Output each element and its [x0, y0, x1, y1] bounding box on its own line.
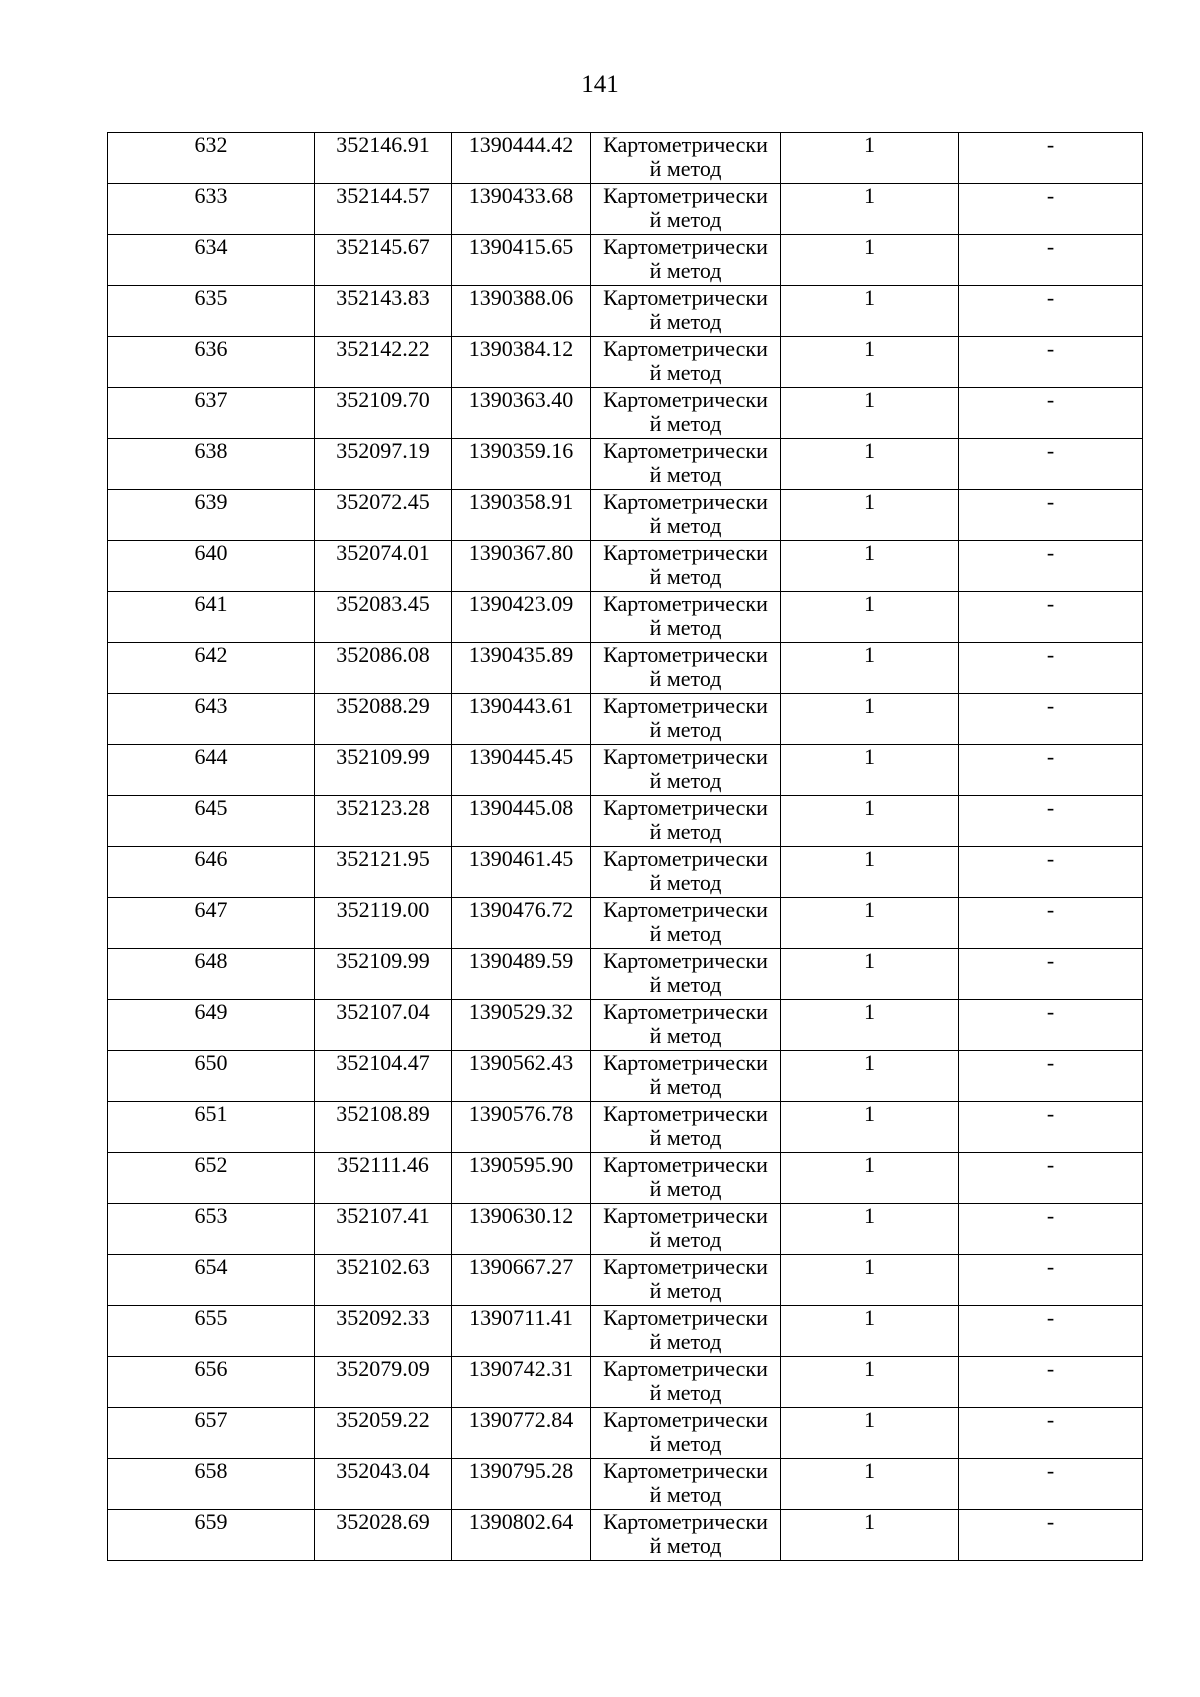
- accuracy-cell: 1: [781, 337, 959, 388]
- method-line-2: й метод: [649, 1176, 722, 1201]
- method-cell: [591, 1510, 781, 1561]
- x-coordinate-cell: 352102.63: [315, 1255, 452, 1306]
- x-coordinate-cell: 352074.01: [315, 541, 452, 592]
- method-cell: [591, 1306, 781, 1357]
- method-line-1: Картометрически: [603, 1254, 768, 1279]
- method-line-2: й метод: [649, 360, 722, 385]
- method-line-1: Картометрически: [603, 132, 768, 157]
- method-line-1: Картометрически: [603, 795, 768, 820]
- description-cell: -: [959, 1051, 1143, 1102]
- method-cell: [591, 592, 781, 643]
- method-cell: [591, 1051, 781, 1102]
- description-cell: -: [959, 694, 1143, 745]
- method-cell: [591, 898, 781, 949]
- method-line-2: й метод: [649, 1329, 722, 1354]
- method-line-2: й метод: [649, 156, 722, 181]
- method-line-2: й метод: [649, 309, 722, 334]
- method-line-1: Картометрически: [603, 1356, 768, 1381]
- description-cell: -: [959, 1204, 1143, 1255]
- x-coordinate-cell: 352059.22: [315, 1408, 452, 1459]
- method-line-1: Картометрически: [603, 744, 768, 769]
- point-number-cell: 637: [108, 388, 315, 439]
- table-row: [108, 1306, 1143, 1357]
- description-cell: -: [959, 184, 1143, 235]
- method-line-2: й метод: [649, 462, 722, 487]
- accuracy-cell: 1: [781, 1051, 959, 1102]
- method-line-2: й метод: [649, 819, 722, 844]
- x-coordinate-cell: 352111.46: [315, 1153, 452, 1204]
- accuracy-cell: 1: [781, 1510, 959, 1561]
- table-row: [108, 949, 1143, 1000]
- y-coordinate-cell: 1390576.78: [452, 1102, 591, 1153]
- y-coordinate-cell: 1390444.42: [452, 133, 591, 184]
- point-number-cell: 647: [108, 898, 315, 949]
- x-coordinate-cell: 352142.22: [315, 337, 452, 388]
- y-coordinate-cell: 1390367.80: [452, 541, 591, 592]
- table-row: [108, 847, 1143, 898]
- method-line-1: Картометрически: [603, 846, 768, 871]
- table-row: [108, 439, 1143, 490]
- method-line-2: й метод: [649, 1380, 722, 1405]
- method-line-2: й метод: [649, 411, 722, 436]
- accuracy-cell: 1: [781, 133, 959, 184]
- point-number-cell: 658: [108, 1459, 315, 1510]
- accuracy-cell: 1: [781, 541, 959, 592]
- accuracy-cell: 1: [781, 847, 959, 898]
- description-cell: -: [959, 1459, 1143, 1510]
- method-line-1: Картометрически: [603, 693, 768, 718]
- point-number-cell: 652: [108, 1153, 315, 1204]
- x-coordinate-cell: 352121.95: [315, 847, 452, 898]
- method-cell: [591, 1153, 781, 1204]
- point-number-cell: 643: [108, 694, 315, 745]
- point-number-cell: 641: [108, 592, 315, 643]
- method-line-1: Картометрически: [603, 285, 768, 310]
- table-row: [108, 1255, 1143, 1306]
- x-coordinate-cell: 352097.19: [315, 439, 452, 490]
- method-cell: [591, 235, 781, 286]
- method-line-2: й метод: [649, 1023, 722, 1048]
- y-coordinate-cell: 1390445.45: [452, 745, 591, 796]
- method-line-1: Картометрически: [603, 183, 768, 208]
- x-coordinate-cell: 352086.08: [315, 643, 452, 694]
- x-coordinate-cell: 352107.04: [315, 1000, 452, 1051]
- description-cell: -: [959, 439, 1143, 490]
- y-coordinate-cell: 1390772.84: [452, 1408, 591, 1459]
- method-cell: [591, 847, 781, 898]
- description-cell: -: [959, 643, 1143, 694]
- method-line-2: й метод: [649, 258, 722, 283]
- method-line-1: Картометрически: [603, 336, 768, 361]
- method-cell: [591, 388, 781, 439]
- point-number-cell: 654: [108, 1255, 315, 1306]
- method-line-1: Картометрически: [603, 438, 768, 463]
- x-coordinate-cell: 352144.57: [315, 184, 452, 235]
- method-cell: [591, 1000, 781, 1051]
- accuracy-cell: 1: [781, 1459, 959, 1510]
- method-line-1: Картометрически: [603, 897, 768, 922]
- x-coordinate-cell: 352079.09: [315, 1357, 452, 1408]
- description-cell: -: [959, 1000, 1143, 1051]
- method-line-2: й метод: [649, 1074, 722, 1099]
- accuracy-cell: 1: [781, 286, 959, 337]
- accuracy-cell: 1: [781, 796, 959, 847]
- y-coordinate-cell: 1390435.89: [452, 643, 591, 694]
- page-number: 141: [581, 71, 619, 98]
- table-row: [108, 1459, 1143, 1510]
- point-number-cell: 644: [108, 745, 315, 796]
- description-cell: -: [959, 133, 1143, 184]
- method-line-1: Картометрически: [603, 1152, 768, 1177]
- point-number-cell: 659: [108, 1510, 315, 1561]
- y-coordinate-cell: 1390529.32: [452, 1000, 591, 1051]
- accuracy-cell: 1: [781, 1306, 959, 1357]
- accuracy-cell: 1: [781, 898, 959, 949]
- method-line-1: Картометрически: [603, 1509, 768, 1534]
- y-coordinate-cell: 1390667.27: [452, 1255, 591, 1306]
- method-line-2: й метод: [649, 921, 722, 946]
- method-line-1: Картометрически: [603, 1050, 768, 1075]
- y-coordinate-cell: 1390388.06: [452, 286, 591, 337]
- coordinates-table-body: [108, 133, 1143, 1561]
- description-cell: -: [959, 847, 1143, 898]
- description-cell: -: [959, 490, 1143, 541]
- y-coordinate-cell: 1390358.91: [452, 490, 591, 541]
- accuracy-cell: 1: [781, 592, 959, 643]
- y-coordinate-cell: 1390415.65: [452, 235, 591, 286]
- method-cell: [591, 1204, 781, 1255]
- point-number-cell: 632: [108, 133, 315, 184]
- y-coordinate-cell: 1390443.61: [452, 694, 591, 745]
- method-line-1: Картометрически: [603, 999, 768, 1024]
- accuracy-cell: 1: [781, 439, 959, 490]
- description-cell: -: [959, 541, 1143, 592]
- point-number-cell: 653: [108, 1204, 315, 1255]
- y-coordinate-cell: 1390445.08: [452, 796, 591, 847]
- x-coordinate-cell: 352107.41: [315, 1204, 452, 1255]
- method-line-2: й метод: [649, 513, 722, 538]
- x-coordinate-cell: 352043.04: [315, 1459, 452, 1510]
- description-cell: -: [959, 1255, 1143, 1306]
- y-coordinate-cell: 1390795.28: [452, 1459, 591, 1510]
- method-cell: [591, 337, 781, 388]
- method-cell: [591, 490, 781, 541]
- method-line-2: й метод: [649, 1278, 722, 1303]
- description-cell: -: [959, 337, 1143, 388]
- table-row: [108, 1204, 1143, 1255]
- accuracy-cell: 1: [781, 1153, 959, 1204]
- accuracy-cell: 1: [781, 745, 959, 796]
- method-cell: [591, 1102, 781, 1153]
- point-number-cell: 640: [108, 541, 315, 592]
- method-line-2: й метод: [649, 870, 722, 895]
- y-coordinate-cell: 1390423.09: [452, 592, 591, 643]
- method-cell: [591, 286, 781, 337]
- x-coordinate-cell: 352083.45: [315, 592, 452, 643]
- point-number-cell: 649: [108, 1000, 315, 1051]
- table-row: [108, 541, 1143, 592]
- description-cell: -: [959, 796, 1143, 847]
- description-cell: -: [959, 1102, 1143, 1153]
- accuracy-cell: 1: [781, 949, 959, 1000]
- description-cell: -: [959, 1306, 1143, 1357]
- point-number-cell: 645: [108, 796, 315, 847]
- method-cell: [591, 1255, 781, 1306]
- point-number-cell: 657: [108, 1408, 315, 1459]
- x-coordinate-cell: 352092.33: [315, 1306, 452, 1357]
- y-coordinate-cell: 1390711.41: [452, 1306, 591, 1357]
- y-coordinate-cell: 1390363.40: [452, 388, 591, 439]
- method-line-1: Картометрически: [603, 489, 768, 514]
- table-row: [108, 592, 1143, 643]
- table-row: [108, 1510, 1143, 1561]
- method-line-2: й метод: [649, 1227, 722, 1252]
- point-number-cell: 651: [108, 1102, 315, 1153]
- method-line-2: й метод: [649, 615, 722, 640]
- method-cell: [591, 1459, 781, 1510]
- description-cell: -: [959, 235, 1143, 286]
- table-row: [108, 235, 1143, 286]
- accuracy-cell: 1: [781, 1408, 959, 1459]
- table-row: [108, 286, 1143, 337]
- method-line-1: Картометрически: [603, 234, 768, 259]
- accuracy-cell: 1: [781, 490, 959, 541]
- table-row: [108, 796, 1143, 847]
- method-line-2: й метод: [649, 768, 722, 793]
- y-coordinate-cell: 1390384.12: [452, 337, 591, 388]
- point-number-cell: 650: [108, 1051, 315, 1102]
- method-line-1: Картометрически: [603, 1305, 768, 1330]
- x-coordinate-cell: 352109.99: [315, 949, 452, 1000]
- method-cell: [591, 184, 781, 235]
- point-number-cell: 635: [108, 286, 315, 337]
- method-line-1: Картометрически: [603, 642, 768, 667]
- x-coordinate-cell: 352143.83: [315, 286, 452, 337]
- method-line-2: й метод: [649, 1431, 722, 1456]
- table-row: [108, 745, 1143, 796]
- point-number-cell: 638: [108, 439, 315, 490]
- accuracy-cell: 1: [781, 1204, 959, 1255]
- point-number-cell: 642: [108, 643, 315, 694]
- method-line-2: й метод: [649, 717, 722, 742]
- table-row: [108, 694, 1143, 745]
- accuracy-cell: 1: [781, 643, 959, 694]
- method-line-2: й метод: [649, 666, 722, 691]
- table-row: [108, 490, 1143, 541]
- x-coordinate-cell: 352072.45: [315, 490, 452, 541]
- y-coordinate-cell: 1390489.59: [452, 949, 591, 1000]
- table-row: [108, 133, 1143, 184]
- table-row: [108, 1357, 1143, 1408]
- description-cell: -: [959, 286, 1143, 337]
- method-line-2: й метод: [649, 1482, 722, 1507]
- point-number-cell: 656: [108, 1357, 315, 1408]
- method-cell: [591, 541, 781, 592]
- y-coordinate-cell: 1390802.64: [452, 1510, 591, 1561]
- accuracy-cell: 1: [781, 1102, 959, 1153]
- method-cell: [591, 133, 781, 184]
- accuracy-cell: 1: [781, 1255, 959, 1306]
- x-coordinate-cell: 352146.91: [315, 133, 452, 184]
- point-number-cell: 633: [108, 184, 315, 235]
- coordinates-table: [107, 132, 1143, 1561]
- table-row: [108, 643, 1143, 694]
- method-cell: [591, 1408, 781, 1459]
- table-row: [108, 1000, 1143, 1051]
- x-coordinate-cell: 352109.70: [315, 388, 452, 439]
- description-cell: -: [959, 1510, 1143, 1561]
- accuracy-cell: 1: [781, 1357, 959, 1408]
- method-line-2: й метод: [649, 1125, 722, 1150]
- method-line-1: Картометрически: [603, 1407, 768, 1432]
- method-cell: [591, 643, 781, 694]
- table-row: [108, 1153, 1143, 1204]
- table-row: [108, 1102, 1143, 1153]
- method-cell: [591, 745, 781, 796]
- y-coordinate-cell: 1390630.12: [452, 1204, 591, 1255]
- method-line-1: Картометрически: [603, 540, 768, 565]
- method-line-2: й метод: [649, 972, 722, 997]
- point-number-cell: 636: [108, 337, 315, 388]
- point-number-cell: 634: [108, 235, 315, 286]
- description-cell: -: [959, 949, 1143, 1000]
- point-number-cell: 655: [108, 1306, 315, 1357]
- x-coordinate-cell: 352088.29: [315, 694, 452, 745]
- x-coordinate-cell: 352108.89: [315, 1102, 452, 1153]
- description-cell: -: [959, 1153, 1143, 1204]
- x-coordinate-cell: 352109.99: [315, 745, 452, 796]
- method-cell: [591, 439, 781, 490]
- x-coordinate-cell: 352145.67: [315, 235, 452, 286]
- table-row: [108, 337, 1143, 388]
- method-cell: [591, 949, 781, 1000]
- point-number-cell: 648: [108, 949, 315, 1000]
- y-coordinate-cell: 1390461.45: [452, 847, 591, 898]
- y-coordinate-cell: 1390359.16: [452, 439, 591, 490]
- method-cell: [591, 694, 781, 745]
- accuracy-cell: 1: [781, 1000, 959, 1051]
- method-line-2: й метод: [649, 564, 722, 589]
- accuracy-cell: 1: [781, 235, 959, 286]
- point-number-cell: 646: [108, 847, 315, 898]
- description-cell: -: [959, 388, 1143, 439]
- method-cell: [591, 796, 781, 847]
- description-cell: -: [959, 745, 1143, 796]
- y-coordinate-cell: 1390433.68: [452, 184, 591, 235]
- x-coordinate-cell: 352028.69: [315, 1510, 452, 1561]
- point-number-cell: 639: [108, 490, 315, 541]
- table-row: [108, 898, 1143, 949]
- x-coordinate-cell: 352119.00: [315, 898, 452, 949]
- y-coordinate-cell: 1390476.72: [452, 898, 591, 949]
- table-row: [108, 184, 1143, 235]
- accuracy-cell: 1: [781, 184, 959, 235]
- table-row: [108, 388, 1143, 439]
- method-line-1: Картометрически: [603, 1458, 768, 1483]
- method-line-1: Картометрически: [603, 948, 768, 973]
- method-cell: [591, 1357, 781, 1408]
- accuracy-cell: 1: [781, 388, 959, 439]
- method-line-1: Картометрически: [603, 591, 768, 616]
- accuracy-cell: 1: [781, 694, 959, 745]
- method-line-1: Картометрически: [603, 1203, 768, 1228]
- method-line-1: Картометрически: [603, 387, 768, 412]
- y-coordinate-cell: 1390742.31: [452, 1357, 591, 1408]
- x-coordinate-cell: 352104.47: [315, 1051, 452, 1102]
- description-cell: -: [959, 1357, 1143, 1408]
- table-row: [108, 1408, 1143, 1459]
- description-cell: -: [959, 1408, 1143, 1459]
- description-cell: -: [959, 592, 1143, 643]
- description-cell: -: [959, 898, 1143, 949]
- method-line-2: й метод: [649, 207, 722, 232]
- y-coordinate-cell: 1390562.43: [452, 1051, 591, 1102]
- y-coordinate-cell: 1390595.90: [452, 1153, 591, 1204]
- x-coordinate-cell: 352123.28: [315, 796, 452, 847]
- method-line-2: й метод: [649, 1533, 722, 1558]
- table-row: [108, 1051, 1143, 1102]
- method-line-1: Картометрически: [603, 1101, 768, 1126]
